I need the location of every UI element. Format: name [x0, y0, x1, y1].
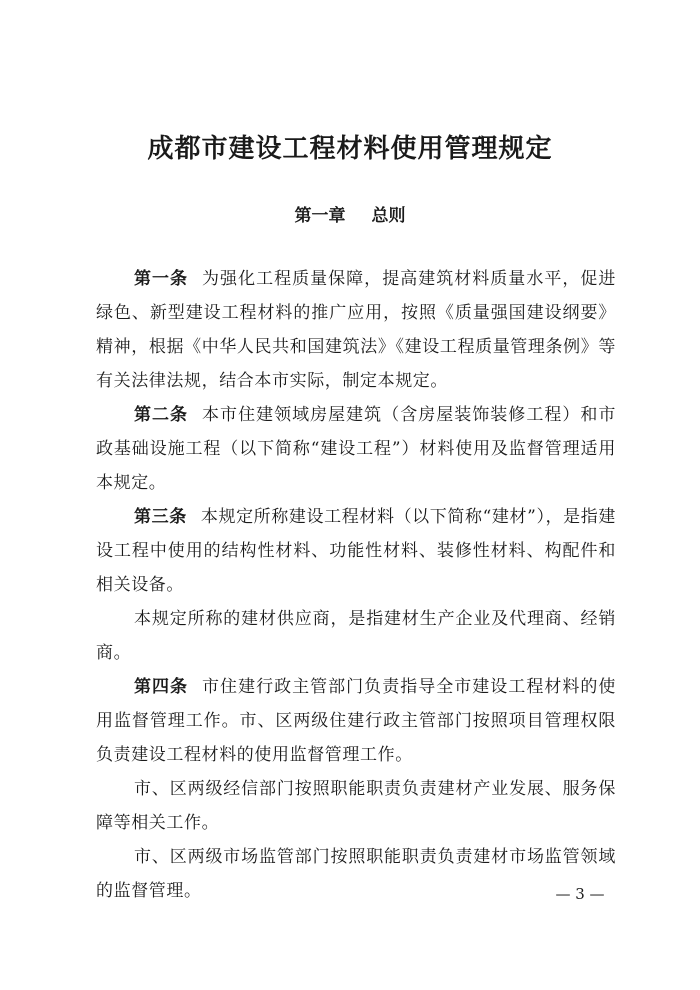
paragraph-article-2 [96, 398, 616, 500]
document-body [96, 262, 616, 908]
paragraph-text: 市住建行政主管部门负责指导全市建设工程材料的使用监督管理工作。市、区两级住建行政主管部门按照项目管理权限负责建设工程材料的使用监督管理工作。 [96, 677, 616, 765]
paragraph-article-3-supplement [96, 602, 616, 670]
paragraph-text: 本规定所称的建材供应商，是指建材生产企业及代理商、经销商。 [96, 609, 616, 663]
paragraph-article-4-supplement-1 [96, 772, 616, 840]
paragraph-text: 本规定所称建设工程材料（以下简称“建材”），是指建设工程中使用的结构性材料、功能性材料、装修性材料、构配件和相关设备。 [96, 507, 616, 595]
paragraph-article-4 [96, 670, 616, 772]
chapter-heading [0, 201, 700, 226]
paragraph-article-3 [96, 500, 616, 602]
paragraph-text: 市、区两级经信部门按照职能职责负责建材产业发展、服务保障等相关工作。 [96, 779, 616, 833]
chapter-number: 第一章 [294, 206, 346, 226]
paragraph-text: 为强化工程质量保障，提高建筑材料质量水平，促进绿色、新型建设工程材料的推广应用，按照《质量强国建设纲要》精神，根据《中华人民共和国建筑法》《建设工程质量管理条例》等有关法律法规，结合本市实际，制定本规定。 [96, 269, 616, 391]
article-number: 第一条 [134, 269, 189, 289]
paragraph-text: 市、区两级市场监管部门按照职能职责负责建材市场监管领域的监督管理。 [96, 847, 616, 901]
document-title: 成都市建设工程材料使用管理规定 [147, 134, 553, 164]
chapter-name: 总则 [371, 206, 406, 226]
paragraph-text: 本市住建领域房屋建筑（含房屋装饰装修工程）和市政基础设施工程（以下简称“建设工程”）材料使用及监督管理适用本规定。 [96, 405, 616, 493]
article-number: 第三条 [134, 507, 187, 527]
page-number: — 3 — [555, 885, 605, 903]
article-number: 第二条 [134, 405, 189, 425]
article-number: 第四条 [134, 677, 189, 697]
paragraph-article-1 [96, 262, 616, 398]
